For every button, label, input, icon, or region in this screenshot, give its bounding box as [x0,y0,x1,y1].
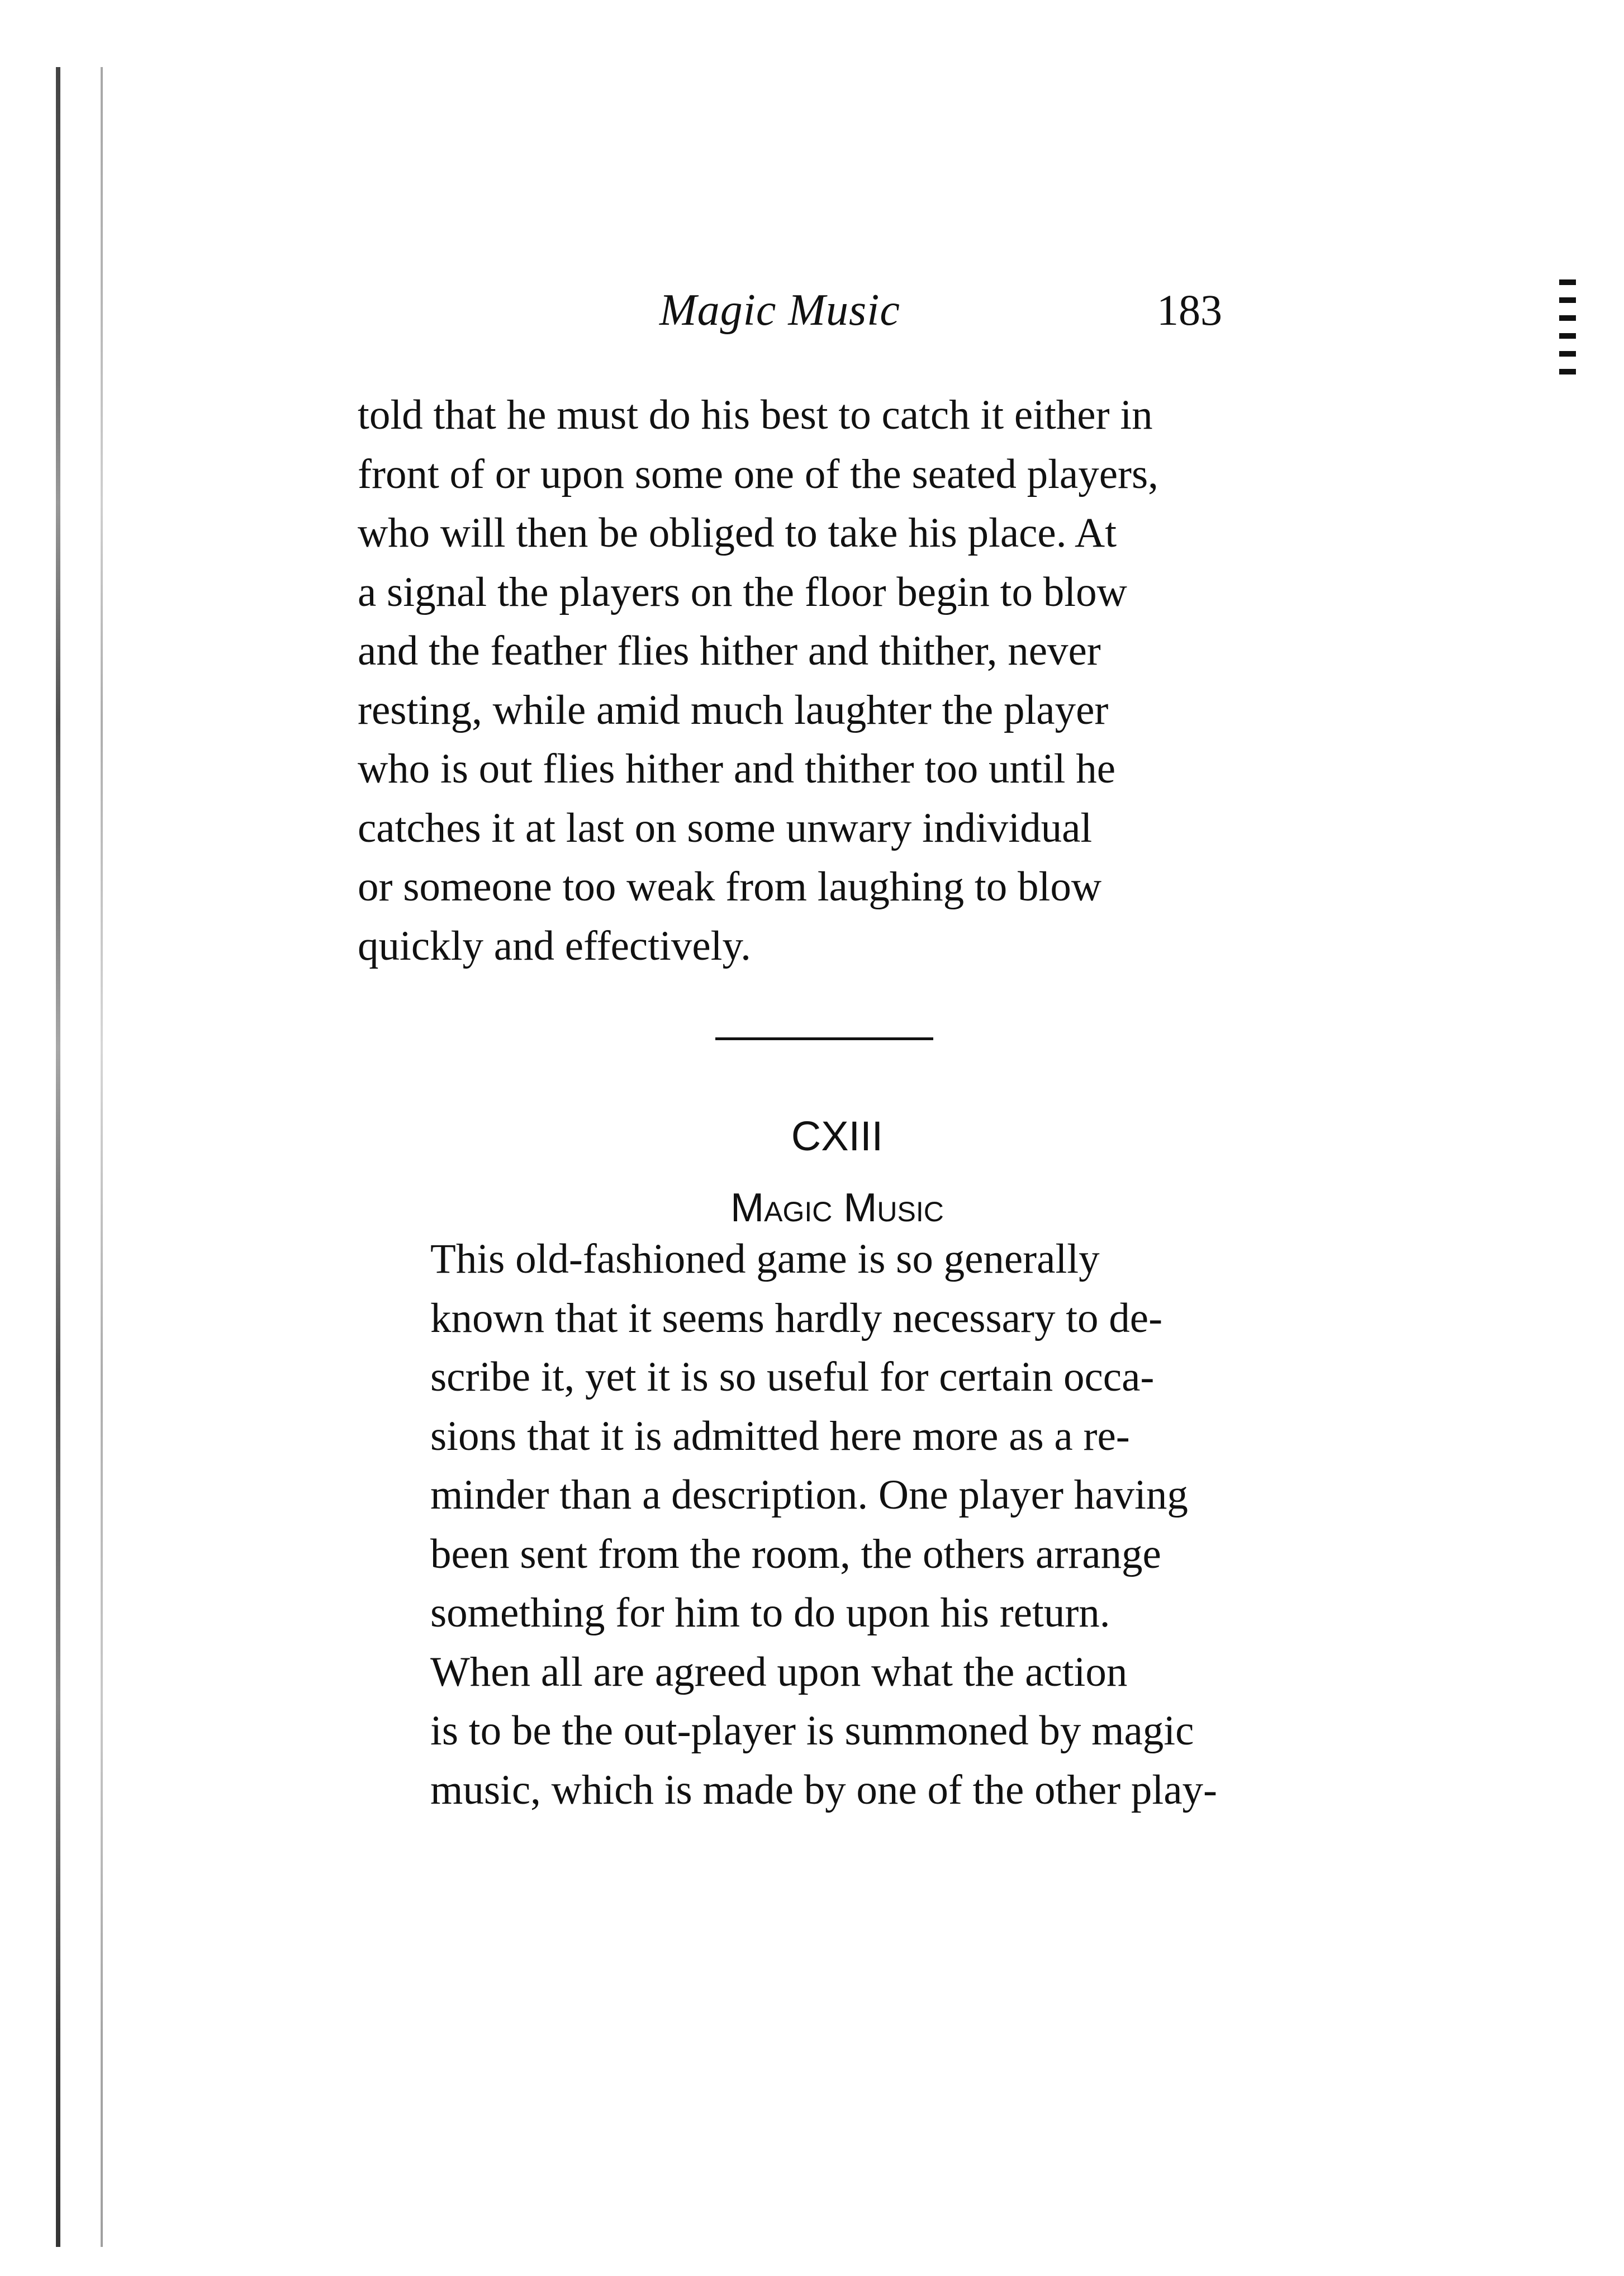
text-line: catches it at last on some unwary individual [358,804,1093,851]
text-line: or someone too weak from laughing to blow [358,864,1101,910]
text-line: scribe it, yet it is so useful for certain occa- [430,1354,1155,1400]
section-title: Magic Music [730,1186,944,1230]
text-line: who will then be obliged to take his place. At [358,510,1117,556]
section-paragraph [397,1230,1257,1819]
text-line: front of or upon some one of the seated players, [358,451,1158,497]
section-number: CXIII [791,1113,884,1159]
text-line: is to be the out-player is summoned by magic [430,1708,1194,1754]
section-divider-rule [715,1037,933,1040]
continued-paragraph [358,386,1241,975]
text-line: minder than a description. One player having [430,1472,1188,1518]
text-line: who is out flies hither and thither too until he [358,746,1116,792]
text-line: and the feather flies hither and thither, never [358,628,1101,674]
text-line: a signal the players on the floor begin to blow [358,568,1127,615]
text-line: sions that it is admitted here more as a re- [430,1412,1130,1459]
running-title: Magic Music [659,286,900,335]
text-line: quickly and effectively. [358,922,751,969]
text-line: This old-fashioned game is so generally [430,1236,1100,1282]
text-line: music, which is made by one of the other play- [430,1766,1217,1813]
page-number: 183 [1157,286,1222,334]
text-line: something for him to do upon his return. [430,1590,1110,1636]
text-line: When all are agreed upon what the action [430,1648,1128,1695]
scan-edge-marks [1559,279,1576,425]
text-line: told that he must do his best to catch it either in [358,392,1153,438]
text-line: resting, while amid much laughter the player [358,686,1109,733]
text-line: been sent from the room, the others arrange [430,1530,1161,1577]
text-line: known that it seems hardly necessary to de- [430,1295,1163,1341]
